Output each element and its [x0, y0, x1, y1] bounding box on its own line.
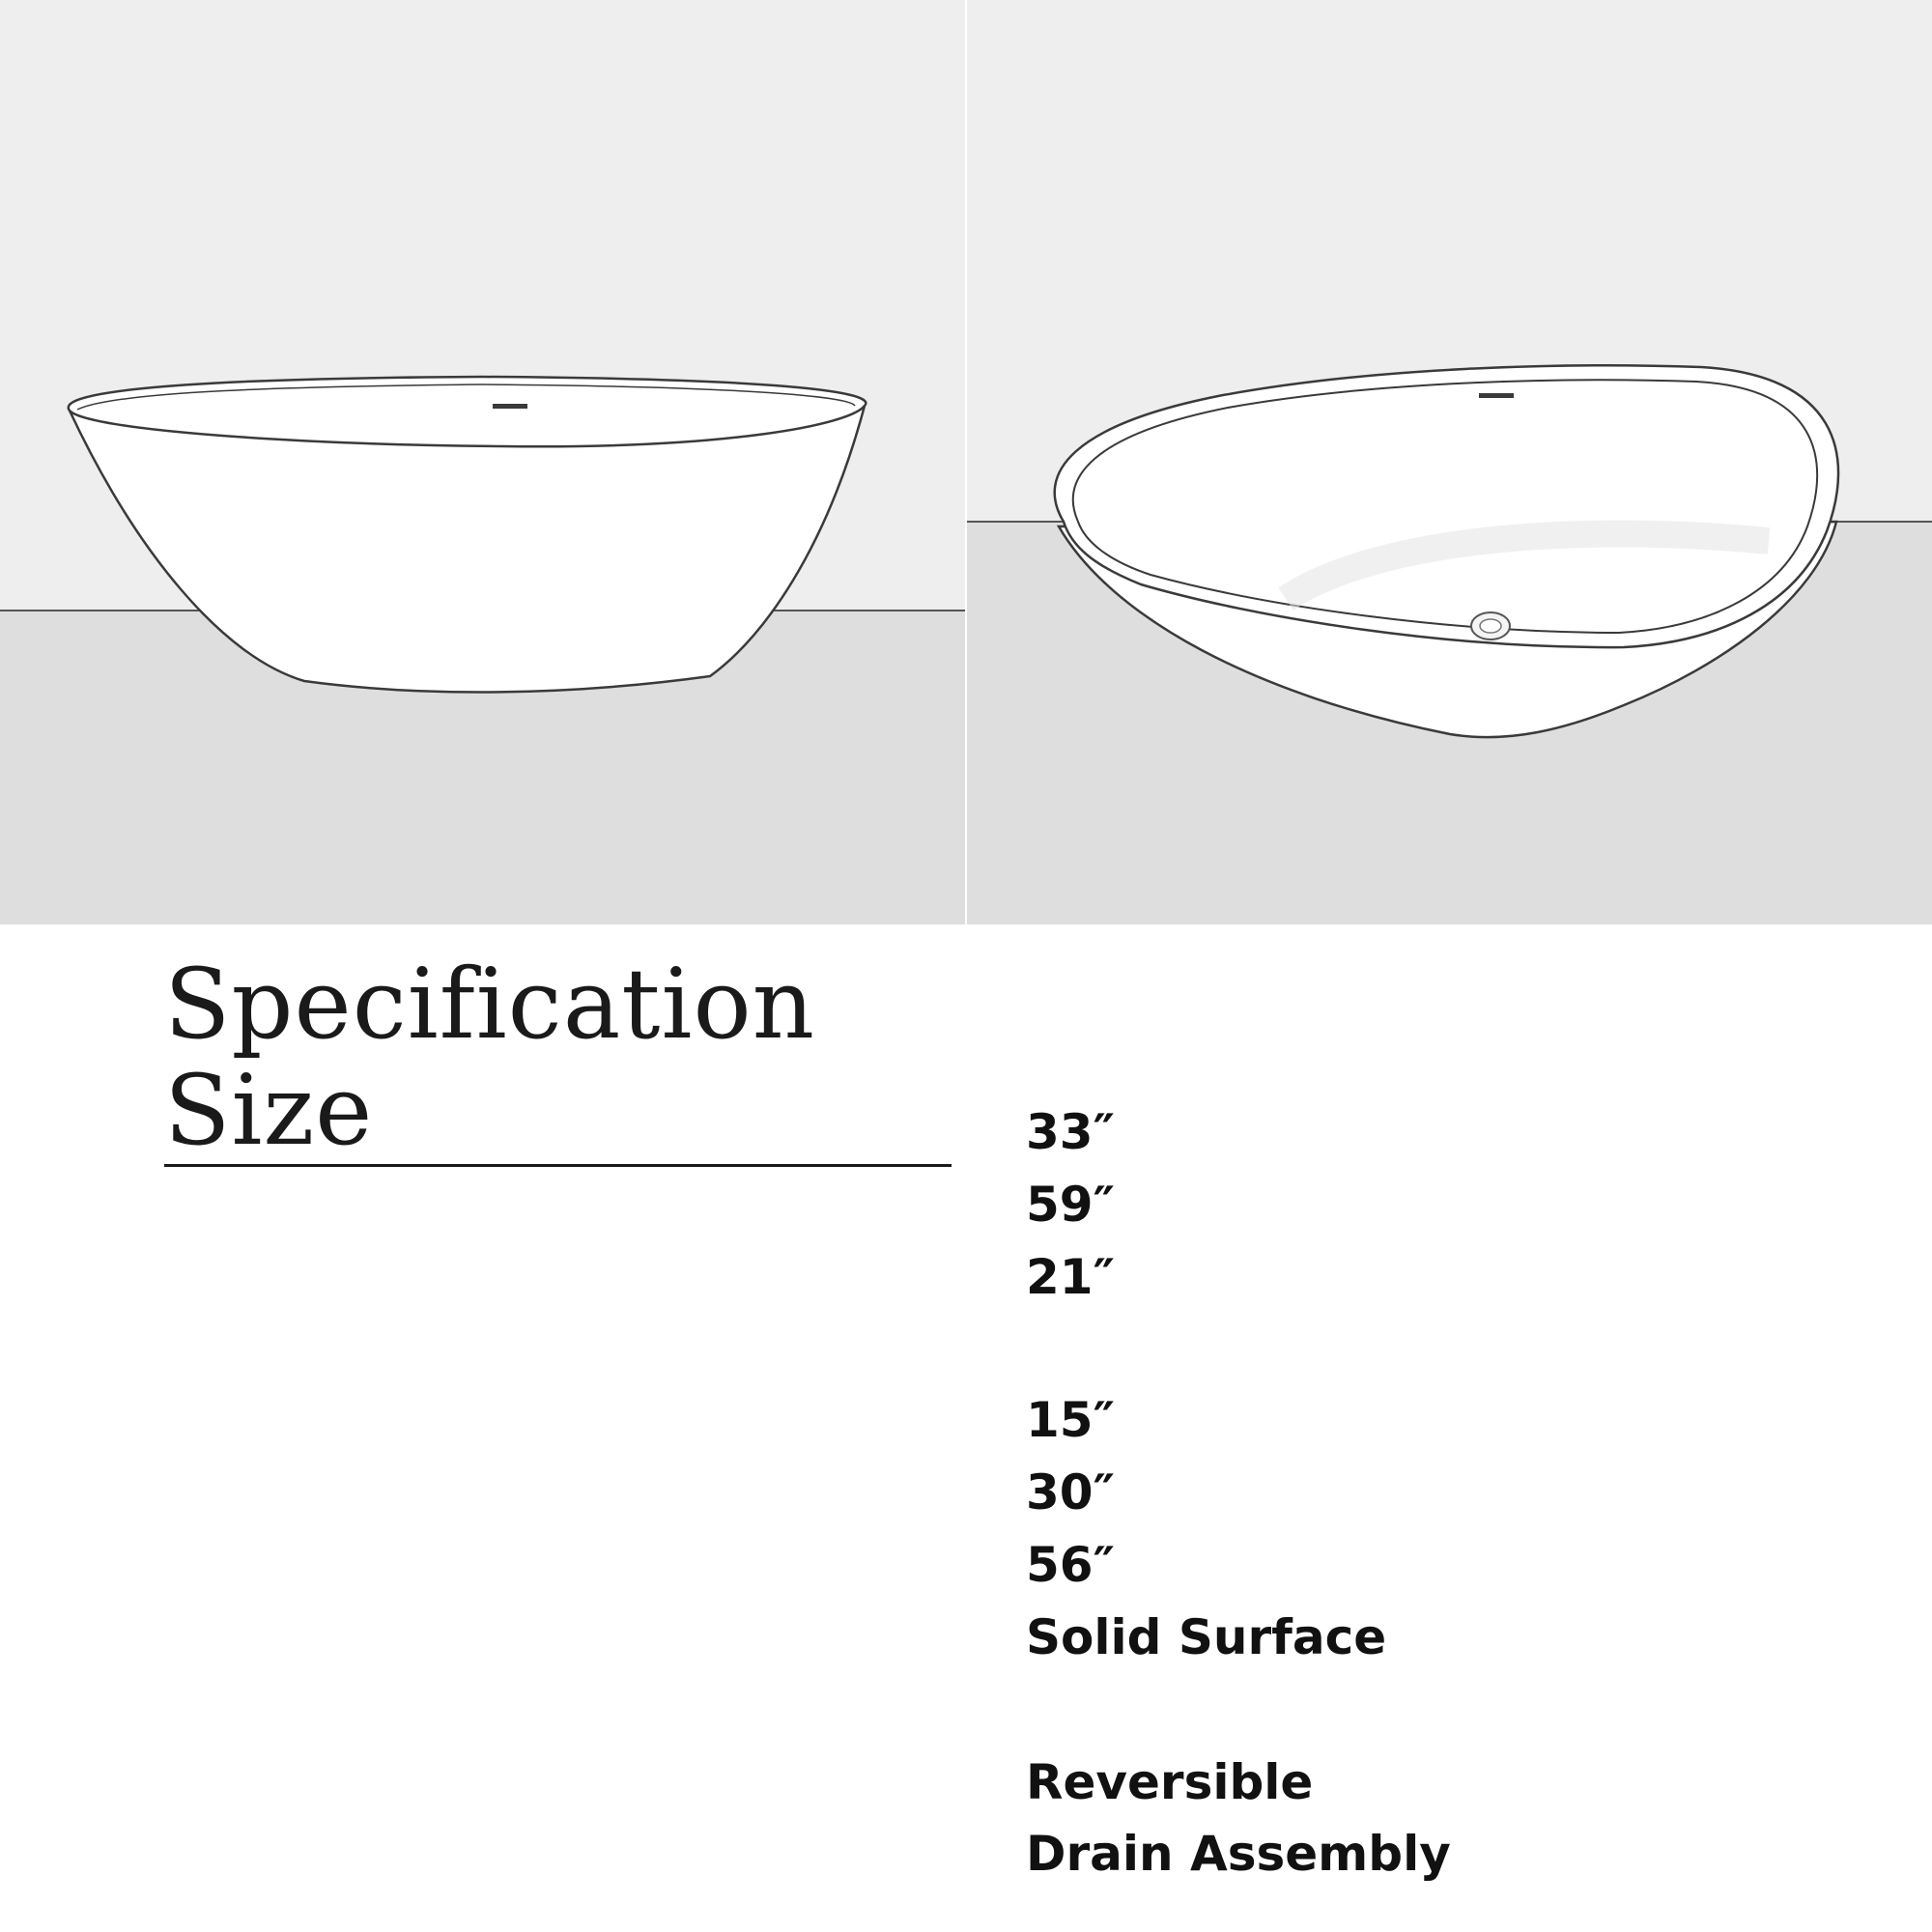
spec-value: 33″	[1026, 1104, 1115, 1160]
perspective-view-svg	[967, 0, 1932, 924]
spec-value: 59″	[1026, 1177, 1115, 1233]
overflow-slot	[1479, 393, 1514, 398]
spec-value: 56″	[1026, 1537, 1115, 1593]
spec-value: Reversible	[1026, 1754, 1314, 1810]
spec-value: Drain Assembly	[1026, 1826, 1451, 1882]
side-view-svg	[0, 0, 965, 924]
side-view-illustration	[0, 0, 965, 924]
spec-value: Solid Surface	[1026, 1609, 1387, 1665]
page-title: Specification Size	[164, 952, 952, 1167]
spec-value: 15″	[1026, 1392, 1115, 1448]
spec-value: 21″	[1026, 1249, 1115, 1305]
overflow-slot	[493, 404, 527, 409]
drain-icon	[1471, 612, 1510, 639]
spec-value: 30″	[1026, 1464, 1115, 1520]
perspective-view-illustration	[967, 0, 1932, 924]
